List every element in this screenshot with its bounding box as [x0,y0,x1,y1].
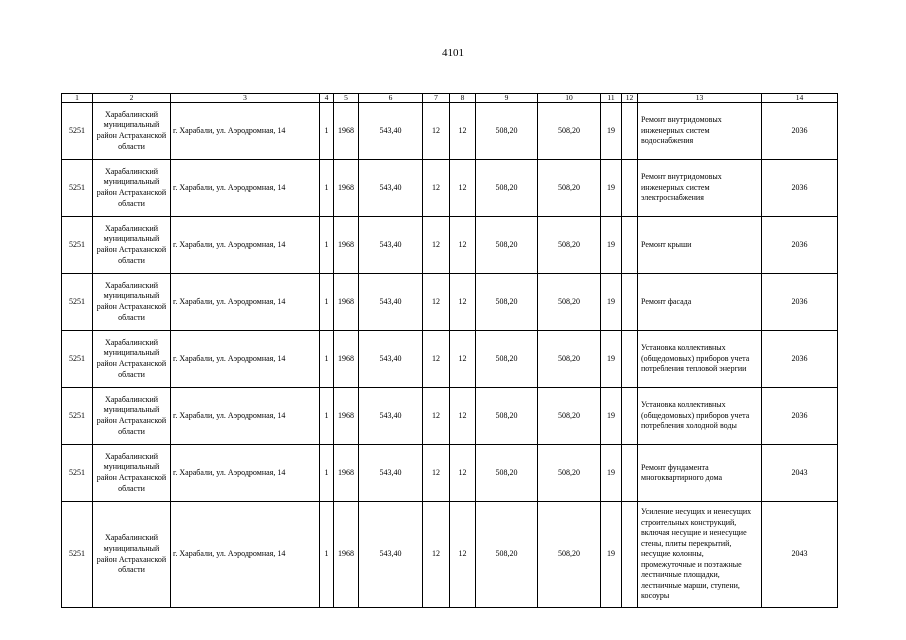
column-number: 5 [334,94,359,103]
col11-cell: 19 [601,445,622,502]
table-row [62,103,838,160]
table-row [62,274,838,331]
municipality-cell: Харабалинский муниципальный район Астраханской области [93,160,171,217]
page-number: 4101 [442,47,464,59]
col12-cell [622,160,638,217]
work-type-cell: Ремонт фасада [638,274,762,331]
col12-cell [622,274,638,331]
column-number: 8 [450,94,476,103]
year-built-cell: 1968 [334,445,359,502]
planned-year-cell: 2036 [762,388,838,445]
year-built-cell: 1968 [334,103,359,160]
col10-area-cell: 508,20 [538,445,601,502]
table-row [62,445,838,502]
table-row [62,217,838,274]
planned-year-cell: 2043 [762,445,838,502]
planned-year-cell: 2036 [762,274,838,331]
column-number: 6 [359,94,423,103]
planned-year-cell: 2036 [762,103,838,160]
col6-area-cell: 543,40 [359,502,423,608]
planned-year-cell: 2036 [762,217,838,274]
table-row [62,388,838,445]
year-built-cell: 1968 [334,217,359,274]
column-number: 9 [476,94,538,103]
work-type-cell: Установка коллективных (общедомовых) приборов учета потребления холодной воды [638,388,762,445]
year-built-cell: 1968 [334,502,359,608]
col6-area-cell: 543,40 [359,274,423,331]
address-cell: г. Харабали, ул. Аэродромная, 14 [171,388,320,445]
planned-year-cell: 2043 [762,502,838,608]
col4-cell: 1 [320,502,334,608]
record-id: 5251 [62,103,93,160]
record-id: 5251 [62,160,93,217]
col10-area-cell: 508,20 [538,160,601,217]
col12-cell [622,331,638,388]
col10-area-cell: 508,20 [538,331,601,388]
col11-cell: 19 [601,388,622,445]
municipality-cell: Харабалинский муниципальный район Астраханской области [93,103,171,160]
col10-area-cell: 508,20 [538,502,601,608]
col7-cell: 12 [423,331,450,388]
col11-cell: 19 [601,217,622,274]
column-number: 4 [320,94,334,103]
col11-cell: 19 [601,103,622,160]
table-row [62,502,838,608]
col12-cell [622,217,638,274]
column-number: 10 [538,94,601,103]
municipality-cell: Харабалинский муниципальный район Астраханской области [93,274,171,331]
col10-area-cell: 508,20 [538,103,601,160]
col8-cell: 12 [450,103,476,160]
address-cell: г. Харабали, ул. Аэродромная, 14 [171,331,320,388]
planned-year-cell: 2036 [762,331,838,388]
col12-cell [622,103,638,160]
address-cell: г. Харабали, ул. Аэродромная, 14 [171,445,320,502]
col12-cell [622,445,638,502]
year-built-cell: 1968 [334,274,359,331]
col11-cell: 19 [601,274,622,331]
table-row [62,160,838,217]
col6-area-cell: 543,40 [359,445,423,502]
col4-cell: 1 [320,331,334,388]
col6-area-cell: 543,40 [359,217,423,274]
col7-cell: 12 [423,445,450,502]
address-cell: г. Харабали, ул. Аэродромная, 14 [171,502,320,608]
municipality-cell: Харабалинский муниципальный район Астраханской области [93,388,171,445]
municipality-cell: Харабалинский муниципальный район Астраханской области [93,502,171,608]
col9-area-cell: 508,20 [476,445,538,502]
col7-cell: 12 [423,274,450,331]
col11-cell: 19 [601,502,622,608]
record-id: 5251 [62,502,93,608]
work-type-cell: Установка коллективных (общедомовых) приборов учета потребления тепловой энергии [638,331,762,388]
col9-area-cell: 508,20 [476,502,538,608]
col8-cell: 12 [450,502,476,608]
col4-cell: 1 [320,388,334,445]
col4-cell: 1 [320,160,334,217]
column-number: 14 [762,94,838,103]
col10-area-cell: 508,20 [538,388,601,445]
column-number: 12 [622,94,638,103]
col7-cell: 12 [423,217,450,274]
record-id: 5251 [62,274,93,331]
col8-cell: 12 [450,217,476,274]
col7-cell: 12 [423,388,450,445]
planned-year-cell: 2036 [762,160,838,217]
column-number: 2 [93,94,171,103]
col11-cell: 19 [601,160,622,217]
table-row [62,331,838,388]
municipality-cell: Харабалинский муниципальный район Астраханской области [93,217,171,274]
col9-area-cell: 508,20 [476,160,538,217]
col9-area-cell: 508,20 [476,274,538,331]
address-cell: г. Харабали, ул. Аэродромная, 14 [171,274,320,331]
col4-cell: 1 [320,103,334,160]
col8-cell: 12 [450,274,476,331]
year-built-cell: 1968 [334,160,359,217]
col10-area-cell: 508,20 [538,274,601,331]
col7-cell: 12 [423,103,450,160]
year-built-cell: 1968 [334,388,359,445]
column-number: 13 [638,94,762,103]
col11-cell: 19 [601,331,622,388]
col8-cell: 12 [450,388,476,445]
col8-cell: 12 [450,160,476,217]
col4-cell: 1 [320,274,334,331]
col9-area-cell: 508,20 [476,331,538,388]
col4-cell: 1 [320,445,334,502]
address-cell: г. Харабали, ул. Аэродромная, 14 [171,217,320,274]
record-id: 5251 [62,445,93,502]
col10-area-cell: 508,20 [538,217,601,274]
year-built-cell: 1968 [334,331,359,388]
col12-cell [622,502,638,608]
column-number: 7 [423,94,450,103]
col6-area-cell: 543,40 [359,331,423,388]
col7-cell: 12 [423,502,450,608]
col9-area-cell: 508,20 [476,388,538,445]
column-number: 3 [171,94,320,103]
record-id: 5251 [62,331,93,388]
col6-area-cell: 543,40 [359,388,423,445]
municipality-cell: Харабалинский муниципальный район Астраханской области [93,445,171,502]
work-type-cell: Ремонт внутридомовых инженерных систем водоснабжения [638,103,762,160]
column-number-row [62,94,838,103]
col9-area-cell: 508,20 [476,103,538,160]
work-type-cell: Ремонт крыши [638,217,762,274]
work-type-cell: Усиление несущих и ненесущих строительных конструкций, включая несущие и ненесущие стены, плиты перекрытий, несущие колонны, промежуточные и поэтажные лестничные площадки, лестничные марши, ступени, косоуры [638,502,762,608]
address-cell: г. Харабали, ул. Аэродромная, 14 [171,160,320,217]
column-number: 1 [62,94,93,103]
capital-repair-table [61,93,838,608]
col8-cell: 12 [450,331,476,388]
col9-area-cell: 508,20 [476,217,538,274]
municipality-cell: Харабалинский муниципальный район Астраханской области [93,331,171,388]
col8-cell: 12 [450,445,476,502]
col6-area-cell: 543,40 [359,103,423,160]
col6-area-cell: 543,40 [359,160,423,217]
col12-cell [622,388,638,445]
col4-cell: 1 [320,217,334,274]
col7-cell: 12 [423,160,450,217]
work-type-cell: Ремонт внутридомовых инженерных систем электроснабжения [638,160,762,217]
address-cell: г. Харабали, ул. Аэродромная, 14 [171,103,320,160]
work-type-cell: Ремонт фундамента многоквартирного дома [638,445,762,502]
record-id: 5251 [62,217,93,274]
record-id: 5251 [62,388,93,445]
column-number: 11 [601,94,622,103]
